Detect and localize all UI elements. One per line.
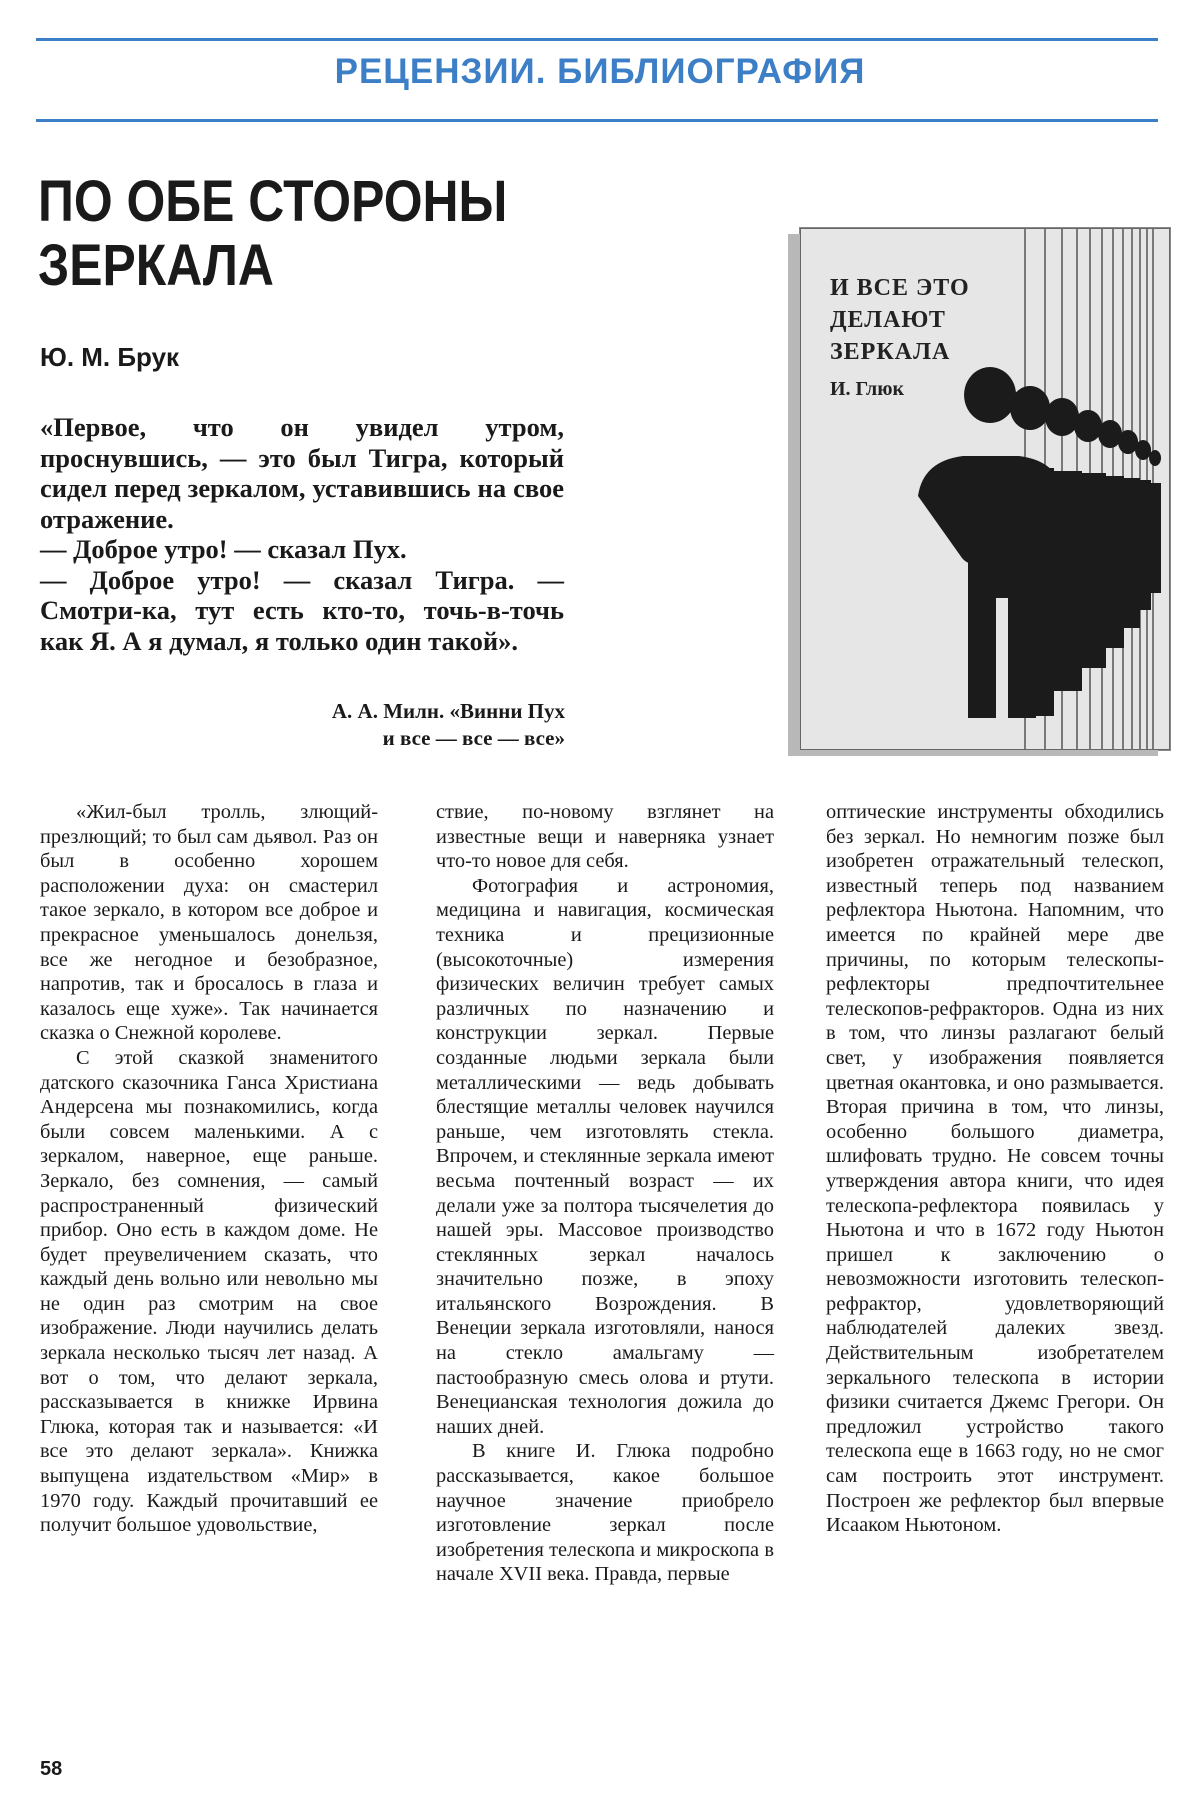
article-title — [38, 170, 571, 298]
book-cover-image — [800, 228, 1170, 750]
text-column-1 — [40, 800, 378, 1538]
page-number: 58 — [40, 1758, 63, 1780]
book-cover-author: И. Глюк — [830, 378, 905, 400]
body-paragraph: Фотография и астрономия, медицина и навигация, космическая техника и прецизионные (высокоточные) измерения физических величин требует самых различных по назначению и конструкции зеркал. Первые созданные людьми зеркала были металлическими — ведь добывать блестящие металлы человек научился раньше, чем изготовлять стекла. Впрочем, и стеклянные зеркала имеют весьма почтенный возраст — их делали уже за полтора тысячелетия до нашей эры. Массовое производство стеклянных зеркал началось значительно позже, в эпоху итальянского Возрождения. В Венеции зеркала изготовляли, нанося на стекло амальгаму — пастообразную смесь олова и ртути. Венецианская технология дожила до наших дней. — [436, 874, 774, 1438]
section-heading: РЕЦЕНЗИИ. БИБЛИОГРАФИЯ — [334, 52, 866, 91]
body-paragraph: В книге И. Глюка подробно рассказывается, какое большое научное значение приобрело изготовление зеркал после изобретения телескопа и микроскопа в начале XVII века. Правда, первые — [436, 1440, 774, 1586]
book-title-line: ДЕЛАЮТ — [830, 307, 946, 333]
text-column-3 — [826, 800, 1164, 1538]
book-title-line: И ВСЕ ЭТО — [830, 275, 970, 301]
epigraph-paragraph: — Доброе утро! — сказал Пух. — [40, 534, 407, 564]
body-paragraph: С этой сказкой знаменитого датского сказочника Ганса Христиана Андерсена мы познакомились, когда были совсем маленькими. А с зеркалом, наверное, еще раньше. Зеркало, без сомнения, — самый распространенный физический прибор. Оно есть в каждом доме. Не будет преувеличением сказать, что каждый день вольно или невольно мы не один раз смотрим на свое изображение. Люди научились делать зеркала несколько тысяч лет назад. А вот о том, что делают зеркала, рассказывается в книжке Ирвина Глюка, которая так и называется: «И все это делают зеркала». Книжка выпущена издательством «Мир» в 1970 году. Каждый прочитавший ее получит большое удовольствие, — [40, 1046, 378, 1537]
book-title-line: ЗЕРКАЛА — [830, 339, 951, 365]
header-top-rule — [36, 38, 1158, 41]
title-line-1: ПО ОБЕ СТОРОНЫ — [38, 169, 508, 234]
body-paragraph: «Жил-был тролль, злющий-презлющий; то был сам дьявол. Раз он был в особенно хорошем расположении духа: он смастерил такое зеркало, в котором все доброе и прекрасное уменьшалось донельзя, все же негодное и безобразное, напротив, так и бросалось в глаза и казалось еще хуже». Так начинается сказка о Снежной королеве. — [40, 801, 378, 1045]
article-author: Ю. М. Брук — [40, 342, 180, 372]
epigraph — [40, 412, 564, 656]
epigraph-paragraph: — Доброе утро! — сказал Тигра. — Смотри-ка, тут есть кто-то, точь-в-точь как Я. А я думал, я только один такой». — [40, 564, 564, 656]
attribution-line: А. А. Милн. «Винни Пух — [331, 699, 565, 723]
text-column-2 — [436, 800, 774, 1587]
header-bottom-rule — [36, 119, 1158, 122]
title-line-2: ЗЕРКАЛА — [38, 233, 274, 298]
attribution-line: и все — все — все» — [382, 726, 565, 750]
book-cover-title — [830, 272, 1060, 368]
epigraph-attribution — [230, 698, 565, 752]
body-paragraph: ствие, по-новому взглянет на известные вещи и наверняка узнает что-то новое для себя. — [436, 801, 774, 873]
body-paragraph: оптические инструменты обходились без зеркал. Но немногим позже был изобретен отражательный телескоп, известный теперь под названием рефлектора Ньютона. Напомним, что имеется по крайней мере две причины, по которым телескопы-рефлекторы предпочтительнее телескопов-рефракторов. Одна из них в том, что линзы разлагают белый свет, у изображения появляется цветная окантовка, и оно размывается. Вторая причина в том, что линзы, особенно большого диаметра, шлифовать трудно. Не совсем точны утверждения автора книги, что идея телескопа-рефлектора появилась у Ньютона и что в 1672 году Ньютон пришел к заключению о невозможности изготовить телескоп-рефрактор, удовлетворяющий наблюдателей далеких звезд. Действительным изобретателем зеркального телескопа в истории физики считается Джемс Грегори. Он предложил устройство такого телескопа еще в 1663 году, но не смог сам построить этот инструмент. Построен же рефлектор был впервые Исааком Ньютоном. — [826, 801, 1164, 1537]
epigraph-paragraph: «Первое, что он увидел утром, проснувшись, — это был Тигра, который сидел перед зеркалом, уставившись на свое отражение. — [40, 412, 564, 534]
